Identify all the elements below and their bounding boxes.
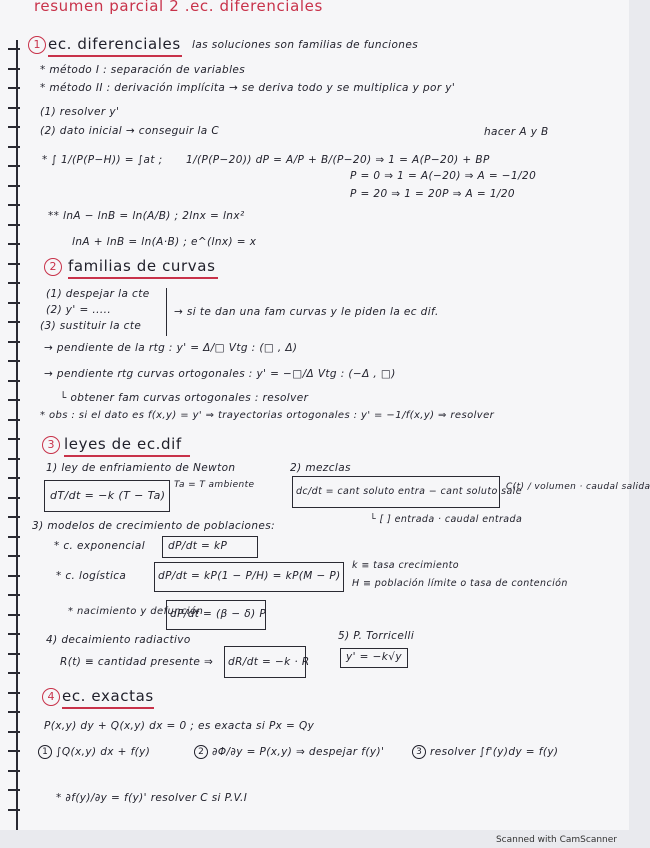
margin-tick: [8, 48, 20, 50]
title-underline: [64, 455, 190, 457]
limit-note: H ≡ población límite o tasa de contención: [352, 578, 568, 589]
observation: * obs : si el dato es f(x,y) = y' ⇒ trayectorias ortogonales : y' = −1/f(x,y) ⇒ resolver: [40, 410, 495, 421]
margin-tick: [8, 438, 20, 440]
population-title: 3) modelos de crecimiento de poblaciones:: [32, 520, 276, 532]
newton-equation: dT/dt = −k (T − Ta): [50, 489, 166, 502]
exact-final-note: * ∂f(y)/∂y = f(y)' resolver C si P.V.I: [56, 792, 248, 804]
log-rules-one: ** lnA − lnB = ln(A/B) ; 2lnx = lnx²: [48, 210, 245, 222]
partial-fractions: 1/(P(P−20)) dP = A/P + B/(P−20) ⇒ 1 = A(P−20) + BP: [186, 154, 490, 166]
section-title: familias de curvas: [68, 257, 216, 275]
margin-tick: [8, 477, 20, 479]
decay-title: 4) decaimiento radiactivo: [46, 634, 191, 646]
torricelli-equation: y' = −k√y: [346, 651, 402, 663]
orthogonal-family: └ obtener fam curvas ortogonales : resolver: [60, 392, 309, 404]
curves-step-one: (1) despejar la cte: [46, 288, 150, 300]
margin-tick: [8, 204, 20, 206]
torricelli-title: 5) P. Torricelli: [338, 630, 415, 642]
margin-tick: [8, 614, 20, 616]
decay-label: R(t) ≡ cantidad presente ⇒: [60, 656, 214, 668]
margin-tick: [8, 126, 20, 128]
margin-tick: [8, 146, 20, 148]
margin-tick: [8, 107, 20, 109]
margin-tick: [8, 653, 20, 655]
section-title: ec. diferenciales: [48, 35, 181, 53]
margin-tick: [8, 282, 20, 284]
section-tagline: las soluciones son familias de funciones: [192, 39, 419, 51]
log-rules-two: lnA + lnB = ln(A·B) ; e^(lnx) = x: [72, 236, 257, 248]
scanner-watermark: Scanned with CamScanner: [495, 835, 617, 845]
margin-tick: [8, 750, 20, 752]
integral-setup: * ∫ 1/(P(P−H)) = ∫at ;: [42, 154, 163, 166]
margin-tick: [8, 555, 20, 557]
section-number: 1: [28, 36, 46, 54]
inflow-note: └ [ ] entrada · caudal entrada: [370, 514, 523, 525]
margin-tick: [8, 302, 20, 304]
birth-death-equation: dP/dt = (β − δ) P: [170, 608, 267, 620]
header-title: resumen parcial 2 .ec. diferenciales: [34, 0, 323, 15]
margin-tick: [8, 68, 20, 70]
margin-tick: [8, 536, 20, 538]
hacer-ab: hacer A y B: [484, 126, 549, 138]
method-one: * método I : separación de variables: [40, 64, 246, 76]
margin-tick: [8, 575, 20, 577]
margin-tick: [8, 711, 20, 713]
section-number: 4: [42, 688, 60, 706]
title-underline: [48, 55, 182, 57]
margin-tick: [8, 789, 20, 791]
curves-step-three: (3) sustituir la cte: [40, 320, 142, 332]
title-underline: [62, 707, 154, 709]
step-number: 2: [194, 745, 208, 759]
exact-step-three: resolver ∫f'(y)dy = f(y): [430, 746, 559, 758]
growth-rate-note: k ≡ tasa crecimiento: [352, 560, 459, 571]
curves-note: → si te dan una fam curvas y le piden la ec dif.: [174, 306, 439, 318]
margin-tick: [8, 458, 20, 460]
root-p20: P = 20 ⇒ 1 = 20P ⇒ A = 1/20: [350, 188, 515, 200]
section-title: ec. exactas: [62, 687, 154, 705]
margin-tick: [8, 321, 20, 323]
section-number: 3: [42, 436, 60, 454]
margin-tick: [8, 185, 20, 187]
margin-tick: [8, 692, 20, 694]
brace: [160, 288, 167, 336]
exact-step-two: ∂Φ/∂y = P(x,y) ⇒ despejar f(y)': [212, 746, 385, 758]
margin-tick: [8, 87, 20, 89]
exponential-equation: dP/dt = kP: [168, 540, 228, 552]
step-one: (1) resolver y': [40, 106, 120, 118]
ambient-note: Ta = T ambiente: [174, 480, 255, 490]
margin-tick: [8, 731, 20, 733]
mixtures-title: 2) mezclas: [290, 462, 351, 474]
root-p0: P = 0 ⇒ 1 = A(−20) ⇒ A = −1/20: [350, 170, 537, 182]
exact-step-one: ∫Q(x,y) dx + f(y): [56, 746, 151, 758]
mixtures-equation: dc/dt = cant soluto entra − cant soluto sale: [296, 486, 522, 497]
margin-tick: [8, 516, 20, 518]
step-number: 3: [412, 745, 426, 759]
margin-tick: [8, 633, 20, 635]
margin-tick: [8, 243, 20, 245]
logistic-label: * c. logística: [56, 570, 127, 582]
orthogonal-slope: → pendiente rtg curvas ortogonales : y' = −□/Δ Vtg : (−Δ , □): [44, 368, 396, 380]
method-two: * método II : derivación implícita → se deriva todo y se multiplica y por y': [40, 82, 456, 94]
margin-tick: [8, 380, 20, 382]
step-two: (2) dato inicial → conseguir la C: [40, 125, 220, 137]
margin-tick: [8, 360, 20, 362]
margin-tick: [8, 497, 20, 499]
margin-tick: [8, 399, 20, 401]
margin-tick: [8, 224, 20, 226]
outflow-note: C(t) / volumen · caudal salida: [506, 482, 650, 492]
margin-tick: [8, 341, 20, 343]
decay-equation: dR/dt = −k · R: [228, 656, 310, 668]
margin-tick: [8, 672, 20, 674]
newton-title: 1) ley de enfriamiento de Newton: [46, 462, 236, 474]
tangent-slope: → pendiente de la rtg : y' = Δ/□ Vtg : (□ , Δ): [44, 342, 298, 354]
logistic-equation: dP/dt = kP(1 − P/H) = kP(M − P): [158, 570, 341, 582]
margin-tick: [8, 809, 20, 811]
margin-tick: [8, 165, 20, 167]
margin-tick: [8, 263, 20, 265]
title-underline: [68, 277, 218, 279]
exact-definition: P(x,y) dy + Q(x,y) dx = 0 ; es exacta si Px = Qy: [44, 720, 315, 732]
margin-tick: [8, 770, 20, 772]
margin-tick: [8, 594, 20, 596]
curves-step-two: (2) y' = .....: [46, 304, 112, 316]
margin-tick: [8, 419, 20, 421]
exponential-label: * c. exponencial: [54, 540, 146, 552]
step-number: 1: [38, 745, 52, 759]
section-title: leyes de ec.dif: [64, 435, 182, 453]
birth-death-label: * nacimiento y defunción: [68, 606, 204, 617]
section-number: 2: [44, 258, 62, 276]
